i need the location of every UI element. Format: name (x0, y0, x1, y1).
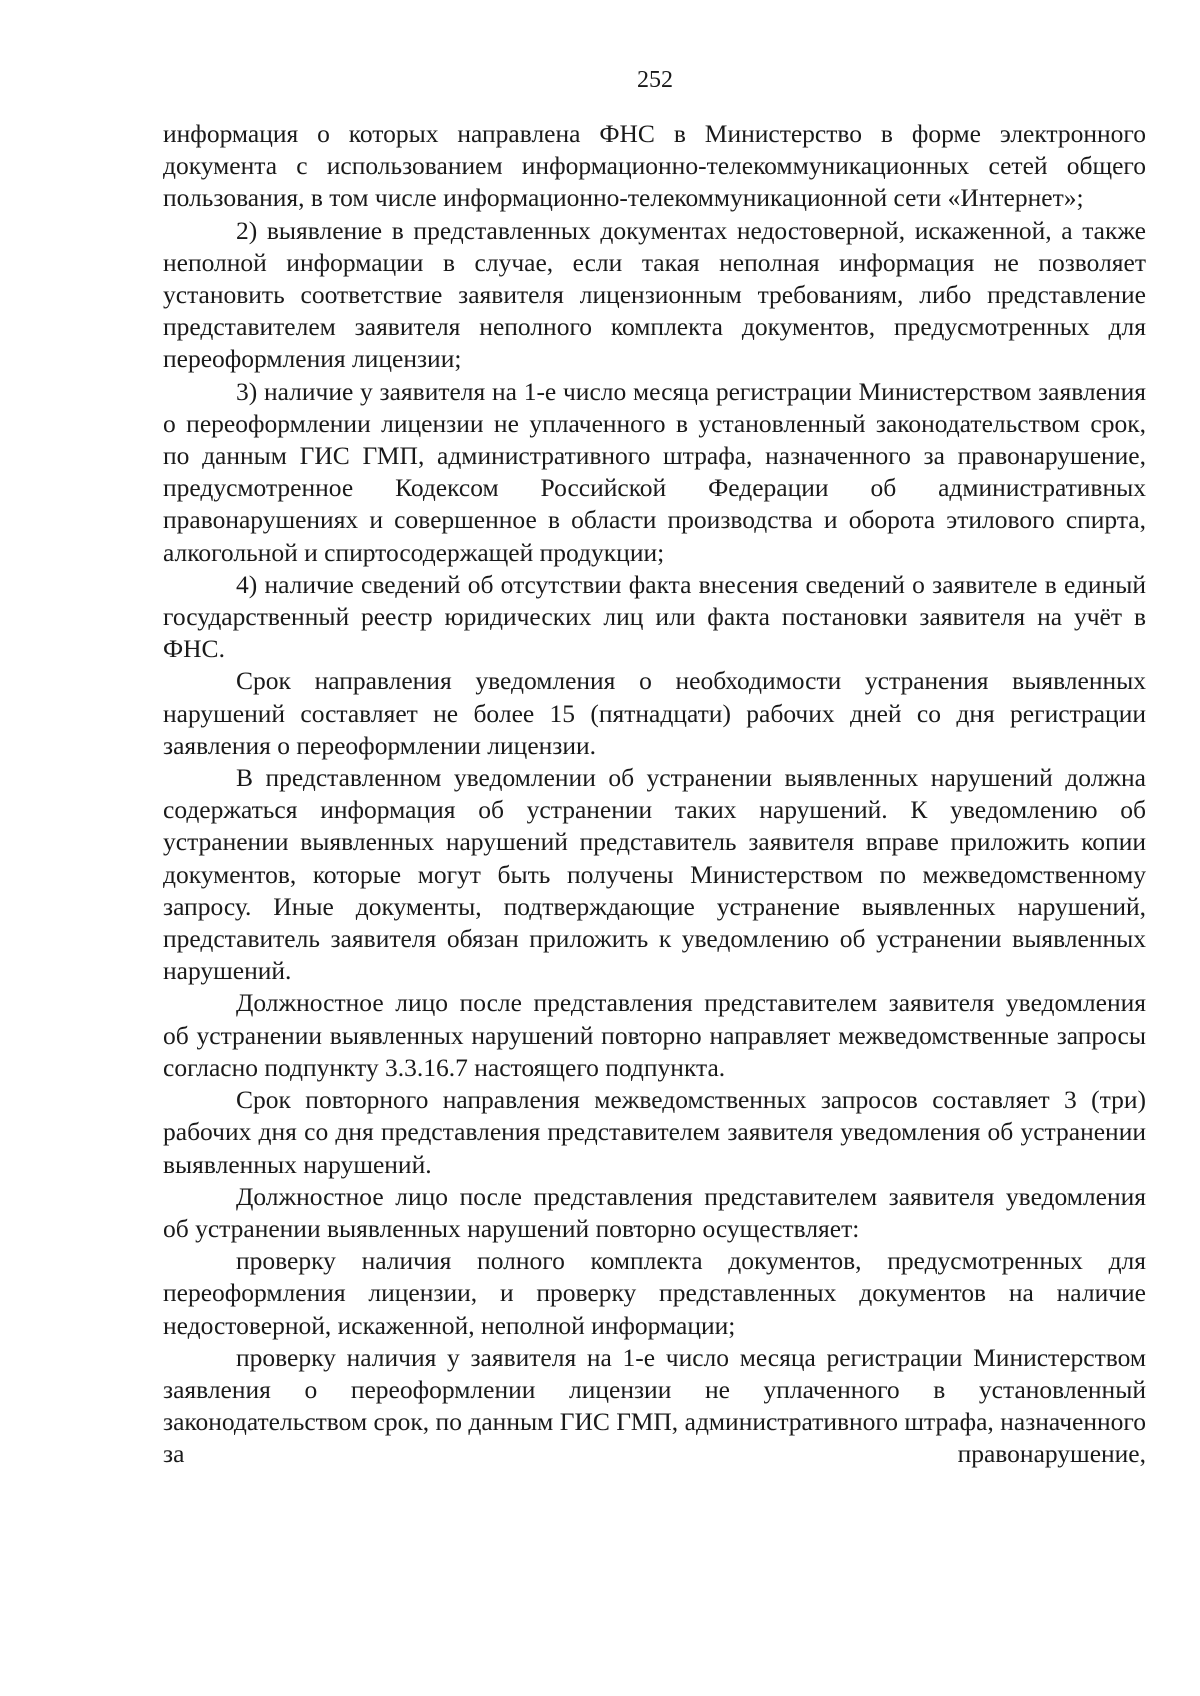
paragraph-repeat-checks: Должностное лицо после представления представителем заявителя уведомления об устранении выявленных нарушений повторно осуществляет: (163, 1181, 1146, 1243)
paragraph-continuation: информация о которых направлена ФНС в Министерство в форме электронного документа с использованием информационно-телекоммуникационных сетей общего пользования, в том числе информационно-телекоммуникационной сети «Интернет»; (163, 119, 1146, 213)
paragraph-notice-content: В представленном уведомлении об устранении выявленных нарушений должна содержаться информация об устранении таких нарушений. К уведомлению об устранении выявленных нарушений представитель заявителя вправе приложить копии документов, которые могут быть получены Министерством по межведомственному запросу. Иные документы, подтверждающие устранение выявленных нарушений, представитель заявителя обязан приложить к уведомлению об устранении выявленных нарушений. (163, 763, 1146, 986)
paragraph-notice-deadline: Срок направления уведомления о необходимости устранения выявленных нарушений составляет не более 15 (пятнадцати) рабочих дней со дня регистрации заявления о переоформлении лицензии. (163, 666, 1146, 760)
paragraph-check-documents: проверку наличия полного комплекта документов, предусмотренных для переоформления лицензии, и проверку представленных документов на наличие недостоверной, искаженной, неполной информации; (163, 1246, 1146, 1340)
list-item-2: 2) выявление в представленных документах недостоверной, искаженной, а также неполной информации в случае, если такая неполная информация не позволяет установить соответствие заявителя лицензионным требованиям, либо представление представителем заявителя неполного комплекта документов, предусмотренных для переоформления лицензии; (163, 215, 1146, 374)
document-body (163, 118, 1146, 1471)
list-item-3: 3) наличие у заявителя на 1-е число месяца регистрации Министерством заявления о переоформлении лицензии не уплаченного в установленный законодательством срок, по данным ГИС ГМП, административного штрафа, назначенного за правонарушение, предусмотренное Кодексом Российской Федерации об административных правонарушениях и совершенное в области производства и оборота этилового спирта, алкогольной и спиртосодержащей продукции; (163, 376, 1146, 567)
paragraph-repeat-deadline: Срок повторного направления межведомственных запросов составляет 3 (три) рабочих дня со дня представления представителем заявителя уведомления об устранении выявленных нарушений. (163, 1085, 1146, 1179)
list-item-4: 4) наличие сведений об отсутствии факта внесения сведений о заявителе в единый государственный реестр юридических лиц или факта постановки заявителя на учёт в ФНС. (163, 569, 1146, 664)
page-number: 252 (637, 67, 673, 93)
paragraph-repeat-requests: Должностное лицо после представления представителем заявителя уведомления об устранении выявленных нарушений повторно направляет межведомственные запросы согласно подпункту 3.3.16.7 настоящего подпункта. (163, 988, 1146, 1082)
paragraph-check-fines: проверку наличия у заявителя на 1-е число месяца регистрации Министерством заявления о переоформлении лицензии не уплаченного в установленный законодательством срок, по данным ГИС ГМП, административного штрафа, назначенного за правонарушение, (163, 1342, 1146, 1469)
